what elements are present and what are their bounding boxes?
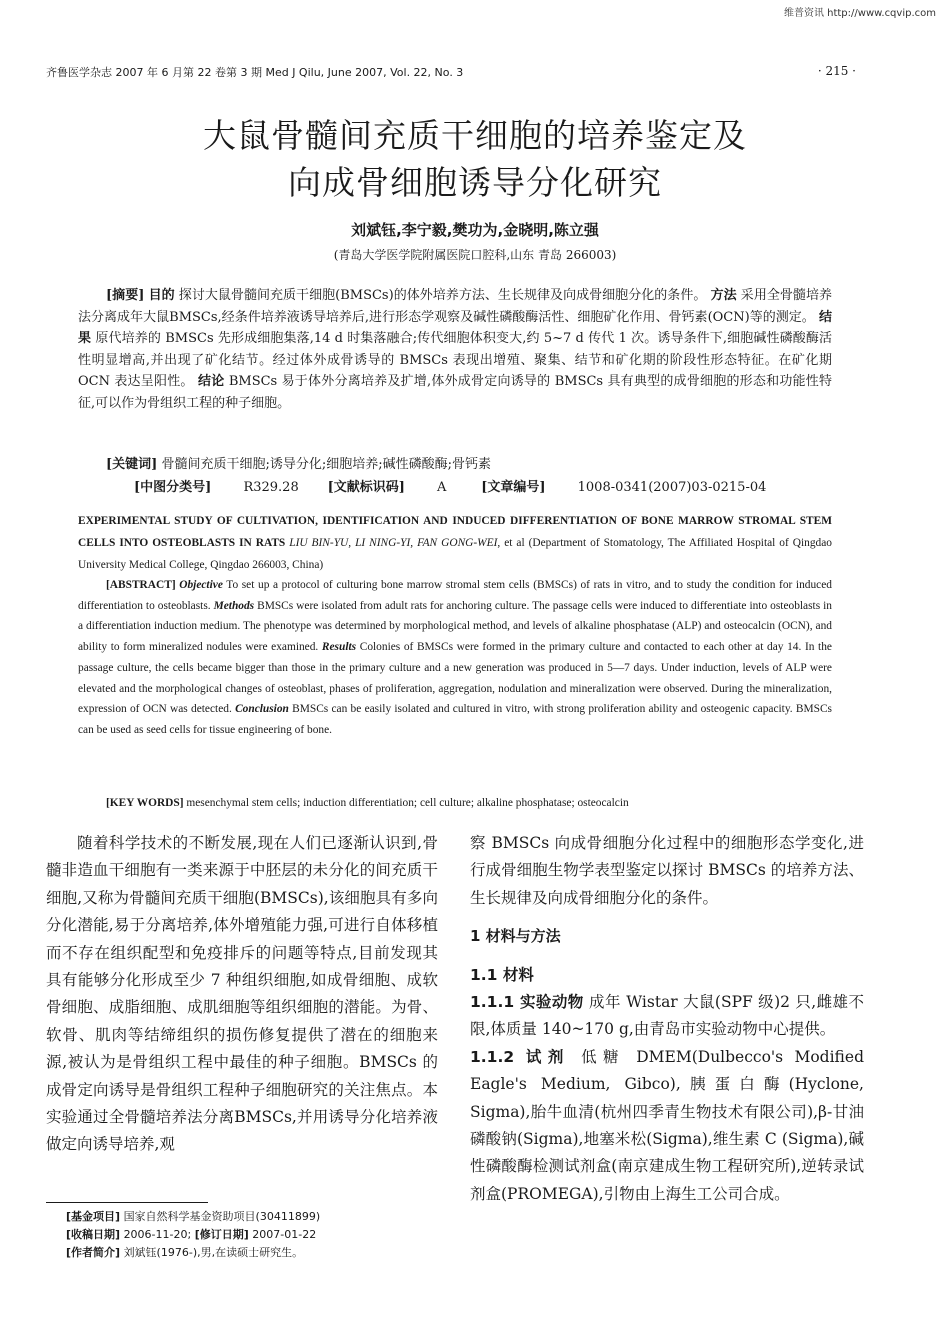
methods-label: 方法 [710, 288, 737, 303]
footnote-divider [46, 1202, 208, 1203]
results-text: 原代培养的 BMSCs 先形成细胞集落,14 d 时集落融合;传代细胞体积变大,约 5~7 d 传代 1 次。诱导条件下,细胞碱性磷酸酶活性明显增高,并出现了矿化结节。经过体外成骨诱导的 BMSCs 表现出增殖、聚集、结节和矿化期的阶段性形态特征。在矿化期 OCN 表达呈阳性。 [78, 331, 832, 389]
running-head: 齐鲁医学杂志 2007 年 6 月第 22 卷第 3 期 Med J Qilu, June 2007, Vol. 22, No. 3 [46, 66, 464, 79]
en-objective-label: Objective [179, 579, 223, 591]
fund-text: 国家自然科学基金资助项目(30411899) [123, 1210, 321, 1223]
title-line-1: 大鼠骨髓间充质干细胞的培养鉴定及 [203, 116, 747, 155]
abstract-label: [摘要] [106, 288, 145, 303]
english-abstract [78, 575, 832, 741]
watermark: 维普资讯 http://www.cqvip.com [783, 8, 936, 19]
en-results-label: Results [321, 641, 357, 654]
en-methods-text: BMSCs were isolated from adult rats for anchoring culture. The passage cells were induced to differentiate into osteoblasts in a differentiation induction medium. The phenotype was determined by morphological method, and levels of alkaline phosphatase (ALP) and osteocalcin (OCN), and ability to form mineralized nodules were examined. [78, 599, 832, 654]
en-methods-label: Methods [213, 599, 255, 612]
english-affiliation: , et al (Department of Stomatology, The Affiliated Hospital of Qingdao University Medical College, Qingdao 266003, China) [78, 537, 832, 571]
chinese-abstract [78, 285, 832, 414]
doc-code-label: [文献标识码] [327, 480, 405, 495]
intro-paragraph-continued: 察 BMSCs 向成骨细胞分化过程中的细胞形态学变化,进行成骨细胞生物学表型鉴定以探讨 BMSCs 的培养方法、生长规律及向成骨细胞分化的条件。 [470, 834, 864, 907]
subsection-1-1-1-text: 成年 Wistar 大鼠(SPF 级)2 只,雌雄不限,体质量 140~170 g,由青岛市实验动物中心提供。 [470, 993, 864, 1039]
revised-label: [修订日期] [194, 1228, 249, 1241]
received-date: 2006-11-20; [123, 1228, 192, 1241]
body-column-left [46, 830, 438, 1159]
methods-text: 采用全骨髓培养法分离成年大鼠BMSCs,经条件培养液诱导培养后,进行形态学观察及碱性磷酸酶活性、细胞矿化作用、骨钙素(OCN)等的测定。 [78, 288, 832, 325]
conclusion-text: BMSCs 易于体外分离培养及扩增,体外成骨定向诱导的 BMSCs 具有典型的成骨细胞的形态和功能性特征,可以作为骨组织工程的种子细胞。 [78, 374, 832, 411]
english-keywords [78, 797, 838, 809]
english-authors: LIU BIN-YU, LI NING-YI, FAN GONG-WEI [289, 537, 498, 549]
fund-label: [基金项目] [66, 1210, 121, 1223]
keywords-label: [关键词] [106, 457, 158, 472]
subsection-1-1-2-text: 低糖 DMEM(Dulbecco's Modified Eagle's Medium, Gibco),胰蛋白酶(Hyclone, Sigma),胎牛血清(杭州四季青生物技术有限公司),β-甘油磷酸钠(Sigma),地塞米松(Sigma),维生素 C (Sigma),碱性磷酸酶检测试剂盒(南京建成生物工程研究所),逆转录试剂盒(PROMEGA),引物由上海生工公司合成。 [470, 1047, 864, 1203]
footnote-fund [66, 1208, 320, 1226]
received-label: [收稿日期] [66, 1228, 121, 1241]
footnote-dates [66, 1226, 320, 1244]
en-objective-text: To set up a protocol of culturing bone marrow stromal stem cells (BMSCs) of rats in vitro, and to study the condition for induced differentiation to osteoblasts. [78, 579, 832, 612]
body-column-right [470, 830, 864, 1208]
section-heading-1-1: 1.1 材料 [470, 965, 534, 984]
affiliation: (青岛大学医学院附属医院口腔科,山东 青岛 266003) [333, 248, 617, 262]
page-number: · 215 · [817, 64, 856, 78]
classification-line [78, 478, 838, 498]
revised-date: 2007-01-22 [252, 1228, 317, 1241]
subsection-1-1-2-label: 1.1.2 试剂 [470, 1047, 570, 1066]
en-conclusion-text: BMSCs can be easily isolated and cultured in vitro, with strong proliferation ability and osteogenic capacity. BMSCs can be used as seed cells for tissue engineering of bone. [78, 703, 832, 736]
author-bio-text: 刘斌钰(1976-),男,在读硕士研究生。 [123, 1246, 304, 1259]
authors: 刘斌钰,李宁毅,樊功为,金晓明,陈立强 [351, 221, 599, 239]
title-line-2: 向成骨细胞诱导分化研究 [288, 163, 662, 202]
footnotes [66, 1208, 320, 1262]
clc-label: [中图分类号] [134, 480, 212, 495]
article-no-value: 1008-0341(2007)03-0215-04 [577, 480, 767, 495]
results-label: 结果 [78, 309, 832, 346]
article-no-label: [文章编号] [481, 480, 546, 495]
intro-paragraph: 随着科学技术的不断发展,现在人们已逐渐认识到,骨髓非造血干细胞有一类来源于中胚层的未分化的间充质干细胞,又称为骨髓间充质干细胞(BMSCs),该细胞具有多向分化潜能,易于分离培养,体外增殖能力强,可进行自体移植而不存在组织配型和免疫排斥的问题等特点,目前发现其具有能够分化形成至少 7 种组织细胞,如成骨细胞、成软骨细胞、成脂细胞、成肌细胞等组织细胞的潜能。为骨、软骨、肌肉等结缔组织的损伤修复提供了潜在的细胞来源,被认为是骨组织工程中最佳的种子细胞。BMSCs 的成骨定向诱导是骨组织工程种子细胞研究的关注焦点。本实验通过全骨髓培养法分离BMSCs,并用诱导分化培养液做定向诱导培养,观 [46, 834, 438, 1154]
subsection-1-1-2 [470, 1044, 864, 1208]
keywords-text: 骨髓间充质干细胞;诱导分化;细胞培养;碱性磷酸酶;骨钙素 [161, 457, 491, 472]
footnote-author [66, 1244, 320, 1262]
author-bio-label: [作者简介] [66, 1246, 121, 1259]
en-conclusion-label: Conclusion [235, 703, 289, 716]
english-title-block [78, 510, 832, 576]
english-title: EXPERIMENTAL STUDY OF CULTIVATION, IDENTIFICATION AND INDUCED DIFFERENTIATION OF BONE MARROW STROMAL STEM CELLS INTO OSTEOBLASTS IN RATS [78, 515, 832, 549]
keywords [78, 455, 838, 475]
subsection-1-1-1 [470, 989, 864, 1044]
en-abstract-label: [ABSTRACT] [106, 579, 176, 591]
subsection-1-1-1-label: 1.1.1 实验动物 [470, 993, 584, 1012]
objective-text: 探讨大鼠骨髓间充质干细胞(BMSCs)的体外培养方法、生长规律及向成骨细胞分化的条件。 [178, 288, 707, 303]
objective-label: 目的 [148, 288, 175, 303]
en-keywords-text: mesenchymal stem cells; induction differentiation; cell culture; alkaline phosphatase; osteocalcin [186, 797, 629, 809]
doc-code-value: A [437, 480, 447, 495]
clc-value: R329.28 [243, 480, 299, 495]
en-results-text: Colonies of BMSCs were formed in the primary culture and contacted to each other at day 14. In the passage culture, the cells became bigger than those in the primary culture and a new generation was produced in 5—7 days. Under induction, levels of ALP were elevated and the morphological changes of osteoblast, phases of proliferation, aggregation, nodulation and mineralization were observed. During the mineralization, expression of OCN was detected. [78, 641, 832, 716]
section-heading-1: 1 材料与方法 [470, 927, 561, 946]
en-keywords-label: [KEY WORDS] [106, 797, 184, 809]
conclusion-label: 结论 [198, 374, 225, 389]
